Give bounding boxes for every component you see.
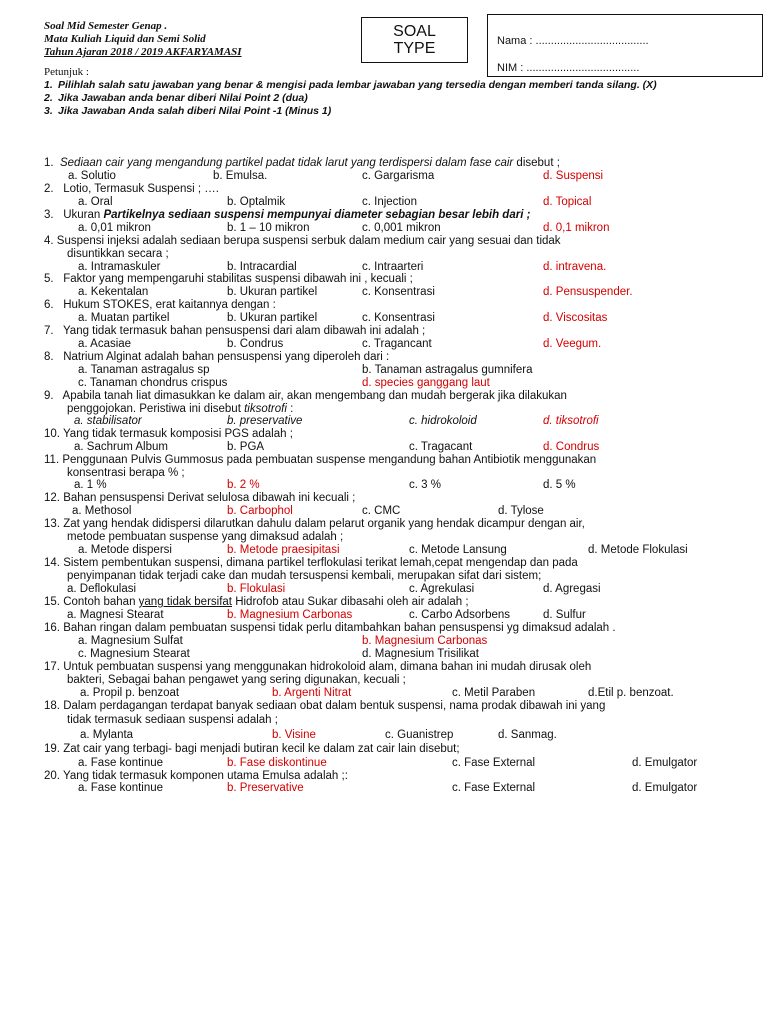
question-text-tail: disebut ; — [513, 157, 560, 169]
question-4-cont: disuntikkan secara ; — [67, 248, 169, 260]
option-b[interactable]: b. Optalmik — [227, 196, 286, 208]
option-b[interactable]: b. 1 – 10 mikron — [227, 222, 310, 234]
option-c[interactable]: c. Injection — [362, 196, 417, 208]
question-number: 19. — [44, 743, 60, 755]
instruction-text: Jika Jawaban anda benar diberi Nilai Point 2 (dua) — [58, 92, 308, 104]
question-prefix: Contoh bahan — [63, 596, 139, 608]
question-11-cont: konsentrasi berapa % ; — [67, 467, 185, 479]
option-b[interactable]: b. Emulsa. — [213, 170, 268, 182]
question-number: 9. — [44, 390, 54, 402]
soal-type-box — [361, 17, 468, 63]
question-number: 5. — [44, 273, 54, 285]
question-number: 20. — [44, 770, 60, 782]
option-b[interactable]: b. PGA — [227, 441, 265, 453]
option-a[interactable]: a. Intramaskuler — [78, 261, 161, 273]
question-text: Sistem pembentukan suspensi, dimana partikel terflokulasi terikat lemah,cepat mengendap dan pada — [63, 557, 578, 569]
option-b[interactable]: b. Ukuran partikel — [227, 312, 318, 324]
option-c[interactable]: c. Tragacant — [409, 441, 473, 453]
question-14 — [44, 557, 744, 570]
question-number: 16. — [44, 622, 60, 634]
question-text: Untuk pembuatan suspensi yang menggunakan hidrokoloid alam, dimana bahan ini mudah dirusak oleh — [63, 661, 592, 673]
question-underlined: yang tidak bersifat — [138, 596, 232, 608]
question-number: 17. — [44, 661, 60, 673]
question-18 — [44, 700, 744, 713]
option-c[interactable]: c. Konsentrasi — [362, 286, 435, 298]
question-number: 6. — [44, 299, 54, 311]
question-1 — [44, 157, 744, 170]
question-text: Dalam perdagangan terdapat banyak sediaan obat dalam bentuk suspensi, nama prodak dibawah ini yang — [63, 700, 606, 712]
option-b[interactable]: b. Metode praesipitasi — [227, 544, 340, 556]
question-number: 2. — [44, 183, 54, 195]
option-c[interactable]: c. Agrekulasi — [409, 583, 475, 595]
question-number: 8. — [44, 351, 54, 363]
option-a[interactable]: a. Muatan partikel — [78, 312, 170, 324]
option-a[interactable]: a. Fase kontinue — [78, 782, 164, 794]
question-10 — [44, 428, 744, 441]
option-b[interactable]: b. Fase diskontinue — [227, 757, 327, 769]
option-a[interactable]: a. Oral — [78, 196, 113, 208]
question-text: Bahan pensuspensi Derivat selulosa dibawah ini kecuali ; — [63, 492, 356, 504]
option-d[interactable]: d. Metode Flokulasi — [588, 544, 688, 556]
question-number: 7. — [44, 325, 54, 337]
option-d[interactable]: d. intravena. — [543, 261, 607, 273]
question-number: 13. — [44, 518, 60, 530]
option-d[interactable]: d. Tylose — [498, 505, 544, 517]
question-12 — [44, 492, 744, 505]
question-text-2: penggojokan. Peristiwa ini disebut — [67, 403, 245, 415]
question-text: Apabila tanah liat dimasukkan ke dalam air, akan mengembang dan mudah bergerak jika dilakukan — [62, 390, 567, 402]
instruction-number: 3. — [44, 105, 53, 117]
option-d[interactable]: d. Condrus — [543, 441, 600, 453]
question-number: 14. — [44, 557, 60, 569]
option-b[interactable]: b. Intracardial — [227, 261, 297, 273]
option-c[interactable]: c. Guanistrep — [385, 729, 454, 741]
question-7 — [44, 325, 744, 338]
option-b[interactable]: b. Condrus — [227, 338, 284, 350]
option-d[interactable]: d. Viscositas — [543, 312, 608, 324]
option-c[interactable]: c. Tragancant — [362, 338, 432, 350]
question-number: 12. — [44, 492, 60, 504]
question-number: 15. — [44, 596, 60, 608]
option-a[interactable]: a. Acasiae — [78, 338, 132, 350]
option-a[interactable]: a. Metode dispersi — [78, 544, 172, 556]
student-id-box — [487, 14, 763, 77]
option-a[interactable]: a. Magnesi Stearat — [67, 609, 164, 621]
instructions-list — [44, 79, 744, 118]
option-a[interactable]: a. Tanaman astragalus sp — [78, 364, 210, 376]
option-a[interactable]: a. Deflokulasi — [67, 583, 137, 595]
option-b[interactable]: b. 2 % — [227, 479, 260, 491]
question-3 — [44, 209, 744, 222]
question-text: Penggunaan Pulvis Gummosus pada pembuatan suspense mengandung bahan Antibiotik menggunakan — [59, 454, 597, 466]
option-a[interactable]: a. Solutio — [68, 170, 116, 182]
question-11 — [44, 454, 744, 467]
header-line-1: Soal Mid Semester Genap . — [44, 20, 168, 32]
question-text-2-italic: tiksotrofi — [244, 403, 287, 415]
question-number: 18. — [44, 700, 60, 712]
option-b[interactable]: b. Ukuran partikel — [227, 286, 318, 298]
option-d[interactable]: d. Emulgator — [632, 782, 698, 794]
option-a[interactable]: a. Mylanta — [80, 729, 134, 741]
option-b[interactable]: b. Visine — [272, 729, 316, 741]
question-13-cont: metode pembuatan suspense yang dimaksud adalah ; — [67, 531, 344, 543]
instruction-item — [44, 105, 744, 118]
question-text: Lotio, Termasuk Suspensi ; …. — [63, 183, 219, 195]
document-header — [44, 20, 242, 59]
option-b[interactable]: b. Magnesium Carbonas — [227, 609, 353, 621]
question-text: Bahan ringan dalam pembuatan suspensi tidak perlu ditambahkan bahan pensuspensi yg dimaksud adalah . — [63, 622, 616, 634]
option-d[interactable]: d. 0,1 mikron — [543, 222, 610, 234]
question-prefix: Ukuran — [63, 209, 104, 221]
option-a[interactable]: a. Magnesium Sulfat — [78, 635, 183, 647]
question-text: Yang tidak termasuk komposisi PGS adalah ; — [60, 428, 293, 440]
option-d[interactable]: d. species ganggang laut — [362, 377, 490, 389]
question-2 — [44, 183, 744, 196]
question-text: Zat cair yang terbagi- bagi menjadi butiran kecil ke dalam zat cair lain disebut; — [63, 743, 460, 755]
option-b[interactable]: b. Tanaman astragalus gumnifera — [362, 364, 533, 376]
option-c[interactable]: c. 0,001 mikron — [362, 222, 441, 234]
question-9 — [44, 390, 744, 403]
question-4 — [44, 235, 744, 248]
question-text: Suspensi injeksi adalah sediaan berupa suspensi serbuk dalam medium cair yang sesuai dan tidak — [56, 235, 561, 247]
option-b[interactable]: b. Preservative — [227, 782, 304, 794]
option-c[interactable]: c. 3 % — [409, 479, 441, 491]
header-line-3: Tahun Ajaran 2018 / 2019 AKFARYAMASI — [44, 46, 242, 58]
option-c[interactable]: c. Metil Paraben — [452, 687, 536, 699]
option-c[interactable]: c. Magnesium Stearat — [78, 648, 190, 660]
question-number: 3. — [44, 209, 54, 221]
option-d[interactable]: d. Suspensi — [543, 170, 604, 182]
instruction-item — [44, 79, 744, 92]
option-b[interactable]: b. Argenti Nitrat — [272, 687, 352, 699]
option-c[interactable]: c. Fase External — [452, 782, 536, 794]
question-text: Hukum STOKES, erat kaitannya dengan : — [63, 299, 276, 311]
petunjuk-label: Petunjuk : — [44, 66, 89, 78]
question-19 — [44, 743, 744, 756]
option-c[interactable]: c. Fase External — [452, 757, 536, 769]
option-a[interactable]: a. Kekentalan — [78, 286, 149, 298]
option-d[interactable]: d. Veegum. — [543, 338, 602, 350]
question-text: Yang tidak termasuk komponen utama Emulsa adalah ;: — [63, 770, 348, 782]
question-text: Faktor yang mempengaruhi stabilitas suspensi dibawah ini , kecuali ; — [63, 273, 413, 285]
option-d[interactable]: d. 5 % — [543, 479, 576, 491]
question-number: 1. — [44, 157, 54, 169]
question-text: Partikelnya sediaan suspensi mempunyai diameter sebagian besar lebih dari ; — [103, 209, 531, 221]
option-d[interactable]: d. Agregasi — [543, 583, 601, 595]
instruction-item — [44, 92, 744, 105]
option-c[interactable]: c. Metode Lansung — [409, 544, 507, 556]
option-b[interactable]: b. Carbophol — [227, 505, 293, 517]
question-6 — [44, 299, 744, 312]
option-c[interactable]: c. Intraarteri — [362, 261, 424, 273]
question-text: Sediaan cair yang mengandung partikel padat tidak larut yang terdispersi dalam fase cair — [59, 157, 514, 169]
option-d[interactable]: d. tiksotrofi — [543, 415, 599, 427]
option-d[interactable]: d. Pensuspender. — [543, 286, 633, 298]
option-a[interactable]: a. Methosol — [72, 505, 132, 517]
option-d[interactable]: d. Magnesium Trisilikat — [362, 648, 479, 660]
question-text: Zat yang hendak didispersi dilarutkan dahulu dalam pelarut organik yang hendak dicampur dengan air, — [63, 518, 585, 530]
option-d[interactable]: d.Etil p. benzoat. — [588, 687, 674, 699]
nama-field[interactable]: Nama : ..................................... — [497, 35, 649, 47]
option-a[interactable]: a. Propil p. benzoat — [80, 687, 180, 699]
question-5 — [44, 273, 744, 286]
question-17-cont: bakteri, Sebagai bahan pengawet yang sering digunakan, kecuali ; — [67, 674, 406, 686]
option-c[interactable]: c. hidrokoloid — [409, 415, 477, 427]
option-b[interactable]: b. preservative — [227, 415, 303, 427]
question-13 — [44, 518, 744, 531]
option-d[interactable]: d. Topical — [543, 196, 592, 208]
option-a[interactable]: a. 1 % — [74, 479, 107, 491]
question-8 — [44, 351, 744, 364]
instruction-number: 2. — [44, 92, 53, 104]
question-14-cont: penyimpanan tidak terjadi cake dan mudah tersuspensi kembali, merupakan sifat dari sistem; — [67, 570, 542, 582]
question-number: 10. — [44, 428, 60, 440]
option-b[interactable]: b. Flokulasi — [227, 583, 286, 595]
instruction-text: Pilihlah salah satu jawaban yang benar & mengisi pada lembar jawaban yang tersedia dengan memberi tanda silang. (X) — [58, 79, 657, 91]
nim-field[interactable]: NIM : ..................................... — [497, 62, 640, 74]
option-c[interactable]: c. Carbo Adsorbens — [409, 609, 511, 621]
option-a[interactable]: a. Sachrum Album — [74, 441, 168, 453]
question-text-2-tail: : — [286, 403, 294, 415]
option-c[interactable]: c. Tanaman chondrus crispus — [78, 377, 228, 389]
question-16 — [44, 622, 744, 635]
question-number: 11. — [44, 454, 60, 466]
question-17 — [44, 661, 744, 674]
option-c[interactable]: c. CMC — [362, 505, 401, 517]
question-text: Hidrofob atau Sukar dibasahi oleh air adalah ; — [232, 596, 469, 608]
option-d[interactable]: d. Sanmag. — [498, 729, 557, 741]
question-18-cont: tidak termasuk sediaan suspensi adalah ; — [67, 714, 278, 726]
option-d[interactable]: d. Emulgator — [632, 757, 698, 769]
header-line-2: Mata Kuliah Liquid dan Semi Solid — [44, 33, 206, 45]
soal-box-line-1: SOAL — [393, 23, 436, 40]
question-text: Yang tidak termasuk bahan pensuspensi dari alam dibawah ini adalah ; — [62, 325, 426, 337]
question-text: Natrium Alginat adalah bahan pensuspensi yang diperoleh dari : — [63, 351, 390, 363]
soal-box-line-2: TYPE — [393, 40, 436, 57]
instruction-number: 1. — [44, 79, 53, 91]
option-c[interactable]: c. Konsentrasi — [362, 312, 435, 324]
question-number: 4. — [44, 235, 54, 247]
option-a[interactable]: a. stabilisator — [74, 415, 142, 427]
instruction-text: Jika Jawaban Anda salah diberi Nilai Point -1 (Minus 1) — [58, 105, 332, 117]
option-d[interactable]: d. Sulfur — [543, 609, 586, 621]
question-15 — [44, 596, 744, 609]
option-c[interactable]: c. Gargarisma — [362, 170, 435, 182]
option-a[interactable]: a. 0,01 mikron — [78, 222, 151, 234]
option-b[interactable]: b. Magnesium Carbonas — [362, 635, 488, 647]
option-a[interactable]: a. Fase kontinue — [78, 757, 164, 769]
